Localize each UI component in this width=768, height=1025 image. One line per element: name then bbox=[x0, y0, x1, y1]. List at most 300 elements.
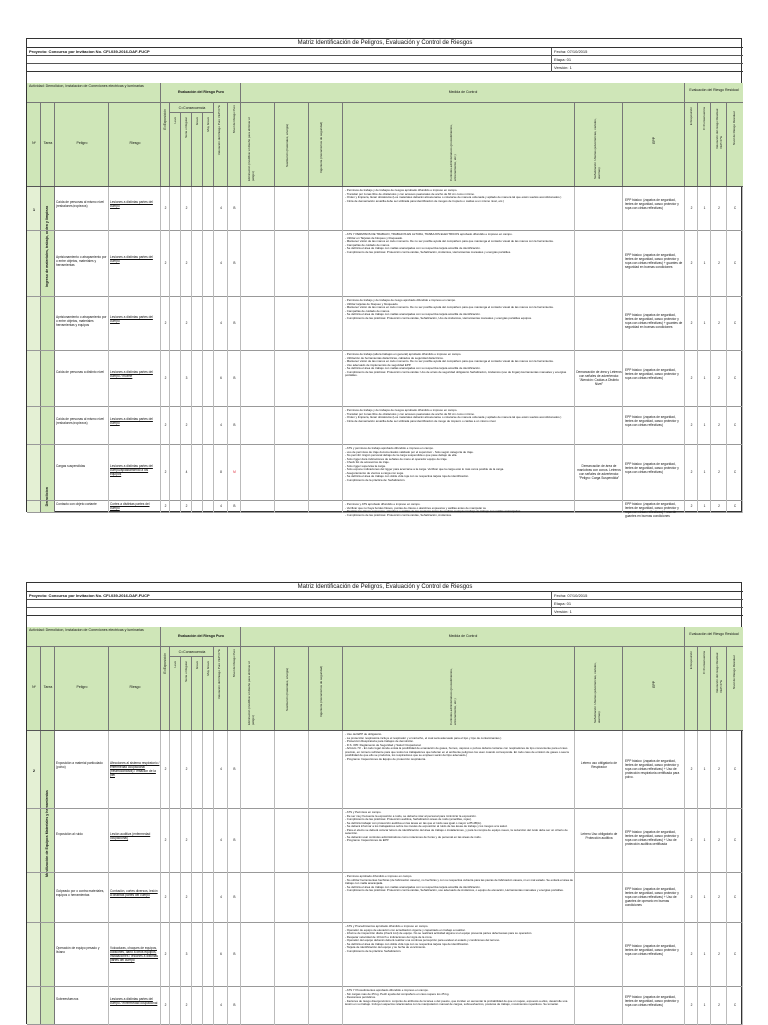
res-nivel-cell-text: C bbox=[733, 838, 737, 842]
hdr2-medida-label: Medida de Control bbox=[448, 634, 478, 638]
peligro-cell-text: Caída de personas a distinto nivel bbox=[56, 370, 105, 374]
riesgo-cell-text: Lesiones a distintas partes del cuerpo / enfermedad ocupacional bbox=[110, 997, 158, 1005]
hdr2-eval-residual bbox=[685, 627, 743, 647]
consecuencia-cell-text: 4 bbox=[185, 470, 188, 474]
hdr2-consecuencia bbox=[170, 647, 214, 657]
senalizacion-text: Letrero Uso obligatorio de Protección auditiva bbox=[580, 832, 618, 840]
nivel-cell-text: M bbox=[233, 470, 236, 474]
hdr-ingenieria-label: Ingeniería (mecanismos de seguridad) bbox=[319, 121, 323, 173]
peligro-cell bbox=[55, 231, 109, 297]
exposicion-cell bbox=[161, 231, 170, 297]
leve-cell bbox=[170, 297, 181, 351]
res-val-cell bbox=[711, 187, 727, 231]
controles-cell bbox=[343, 351, 575, 407]
controles-cell bbox=[343, 873, 575, 923]
hdr-res-exp-label: E=Exposición bbox=[689, 107, 693, 126]
exposicion-cell-text: 2 bbox=[164, 838, 167, 842]
project-row bbox=[27, 48, 743, 56]
senalizacion-text: Demarcación de área y Letreros con señales de advertencia: "Atención: Caídas a Distinto Nivel" bbox=[576, 370, 622, 386]
epp-text: EPP básico: (zapatos de seguridad, lentes de seguridad, casco protector y ropa con cintas reflectivas) bbox=[625, 198, 679, 210]
res-val-cell-text: 2 bbox=[718, 470, 720, 474]
res-nivel-cell-text: C bbox=[733, 321, 737, 325]
res-val-cell bbox=[711, 351, 727, 407]
controles-cell bbox=[343, 231, 575, 297]
valor-cell bbox=[214, 297, 228, 351]
epp-text: EPP básico: (zapatos de seguridad, lentes de seguridad, casco protector y ropa con cintas reflectivas) + guantes de seguridad en buenas condiciones bbox=[625, 313, 683, 329]
hdr-ingenieria bbox=[309, 103, 343, 186]
valor-cell-text: 4 bbox=[220, 423, 222, 427]
hdr2-res-val-label: Valoración del riesgo Residual VEP=C*E bbox=[715, 652, 723, 693]
consecuencia-cell bbox=[181, 351, 192, 407]
nivel-cell-text: B bbox=[233, 504, 236, 508]
peligro-cell-text: Caída de personas al mismo nivel (resbalones,tropiezos) bbox=[56, 200, 105, 208]
riesgo-cell bbox=[109, 731, 161, 809]
res-val-cell bbox=[711, 731, 727, 809]
peligro-cell-text: Aprisionamiento o atrapamiento por o entre objetos, materiales herramientas y equipos bbox=[56, 315, 107, 327]
sheet-2 bbox=[26, 582, 742, 1024]
hdr-res-exp bbox=[685, 103, 698, 186]
riesgo-cell-text: Lesiones a distintas partes del cuerpo bbox=[110, 417, 153, 425]
hdr-res-val-label: Valoración del riesgo Residual VEP=C*E bbox=[715, 108, 723, 149]
etapa-label: Etapa: 01 bbox=[551, 56, 744, 64]
riesgo-cell bbox=[109, 873, 161, 923]
epp-cell bbox=[623, 187, 685, 231]
version-row-2 bbox=[27, 608, 743, 616]
res-val-cell-text: 2 bbox=[718, 423, 720, 427]
hdr2-ingenieria-label: Ingeniería (mecanismos de seguridad) bbox=[319, 665, 323, 717]
hdr2-seria bbox=[181, 657, 192, 730]
hdr-riesgo bbox=[109, 103, 161, 186]
riesgo-cell bbox=[109, 407, 161, 445]
consecuencia-cell-text: 2 bbox=[185, 423, 188, 427]
res-val-cell-text: 2 bbox=[718, 895, 720, 899]
res-nivel-cell-text: C bbox=[733, 504, 737, 508]
exposicion-cell-text: 2 bbox=[164, 321, 167, 325]
muy-grave-cell bbox=[203, 351, 214, 407]
res-exp-cell bbox=[685, 987, 698, 1025]
ingenieria-cell bbox=[309, 987, 343, 1025]
sustitucion-cell bbox=[275, 501, 309, 513]
consecuencia-cell-text: 2 bbox=[185, 261, 188, 265]
exposicion-cell-text: 2 bbox=[164, 952, 167, 956]
exposicion-cell bbox=[161, 809, 170, 873]
res-exp-cell-text: 2 bbox=[690, 838, 693, 842]
controles-text: - ATS Y PERMISOS DE TRABAJO, TRABAJOS EN ALTURA, TRABAJOS ELECTRICOS aprobado difundido e impreso en campo. - Utilizar en Tarjetas de bloqueo y bloqueado. - Mantener visión de las manos en todo momento. De no ser posible ayuda del compañero para que mantenga el contacto visual de las manos con la herramienta. - Campañas de cuidado de manos. - Se definirá el área de trabajo con mallas anaranjadas con su respectiva tarjeta amarilla de identificación. - Cumplimiento de las prácticas: Protección contra caídas, Señalización, Andamios, Herramientas manuales y energías portátiles. bbox=[345, 232, 554, 254]
nivel-cell bbox=[228, 231, 241, 297]
res-val-cell bbox=[711, 987, 727, 1025]
table-row bbox=[27, 873, 743, 923]
version-label-2: Versión: 1 bbox=[551, 608, 744, 616]
hdr-controles-label: Controles administrativos (procedimientos, entrenamiento, etc.) bbox=[449, 124, 457, 181]
consecuencia-cell-text: 3 bbox=[185, 376, 188, 380]
res-nivel-cell bbox=[727, 231, 743, 297]
res-cons-cell bbox=[698, 407, 711, 445]
res-exp-cell-text: 2 bbox=[690, 321, 693, 325]
hdr-medida bbox=[241, 83, 685, 103]
senalizacion-text: Demarcación de área de maniobras con conos. Letreros con señales de advertencia: "Peligro: Carga Suspendida" bbox=[577, 464, 621, 480]
ingenieria-cell bbox=[309, 407, 343, 445]
table-row bbox=[27, 731, 743, 809]
senalizacion-cell bbox=[575, 987, 623, 1025]
riesgo-cell bbox=[109, 445, 161, 501]
hdr2-res-exp bbox=[685, 647, 698, 730]
res-nivel-cell bbox=[727, 923, 743, 987]
hdr2-leve-label: Leve bbox=[173, 661, 177, 668]
muy-grave-cell bbox=[203, 873, 214, 923]
muy-grave-cell bbox=[203, 445, 214, 501]
res-exp-cell bbox=[685, 501, 698, 513]
hdr-eval-puro-label: Evaluación del Riesgo Puro bbox=[177, 90, 225, 94]
riesgo-cell-text: Contusión, cortes diversos, lesión a distintas partes del cuerpo bbox=[110, 889, 158, 897]
res-exp-cell-text: 2 bbox=[690, 261, 693, 265]
peligro-cell-text: Operación de equipo pesado y liviano bbox=[56, 946, 100, 954]
epp-cell bbox=[623, 297, 685, 351]
res-nivel-cell bbox=[727, 297, 743, 351]
eliminacion-cell bbox=[241, 987, 275, 1025]
muy-grave-cell bbox=[203, 407, 214, 445]
riesgo-cell bbox=[109, 187, 161, 231]
exposicion-cell bbox=[161, 445, 170, 501]
leve-cell bbox=[170, 407, 181, 445]
res-cons-cell bbox=[698, 187, 711, 231]
hdr-medida-label: Medida de Control bbox=[448, 90, 478, 94]
ingenieria-cell bbox=[309, 923, 343, 987]
res-cons-cell-text: 1 bbox=[703, 423, 706, 427]
valor-cell bbox=[214, 407, 228, 445]
hdr2-eliminacion bbox=[241, 647, 275, 730]
version-row bbox=[27, 64, 743, 72]
peligro-cell-text: Cargas suspendidas bbox=[56, 464, 86, 468]
nivel-cell bbox=[228, 731, 241, 809]
controles-text: - Permisos de trabajo (altura trabajos en general) aprobado difundido e impreso en campo. - Utilización de herramientas dieléctricas, cabiados de seguridad dieléctricos. - Mantener visión de las manos en todo momento. De no ser posible ayuda del compañero para que mantenga el contacto visual de las manos con la herramienta. - Uso adecuado de implementos de seguridad EPP. - Se definirá el área de trabajo con mallas anaranjadas con su respectiva tarjeta amarilla de identificación. - Cumplimiento de las prácticas: Protección contra caídas: Uso de arnés de seguridad obligatorio Señalización, Andamios (uso de lingas) Herramientas manuales y energías portátiles. bbox=[345, 352, 567, 377]
hdr2-tarea bbox=[41, 647, 55, 730]
ingenieria-cell bbox=[309, 501, 343, 513]
grave-cell bbox=[192, 731, 203, 809]
nivel-cell-text: B bbox=[233, 261, 236, 265]
nivel-cell-text: B bbox=[233, 423, 236, 427]
res-exp-cell-text: 2 bbox=[690, 1003, 693, 1007]
riesgo-cell-text: Afecciones al sistema respiratorio / enfermedad ocupacional (neumoconiosis) / irritación de la piel bbox=[110, 761, 160, 777]
peligro-cell bbox=[55, 987, 109, 1025]
nivel-cell-text: B bbox=[233, 767, 236, 771]
nivel-cell-text: B bbox=[233, 376, 236, 380]
valor-cell-text: 4 bbox=[220, 838, 222, 842]
hdr-res-cons bbox=[698, 103, 711, 186]
res-nivel-cell-text: C bbox=[733, 206, 737, 210]
nivel-cell-text: B bbox=[233, 321, 236, 325]
controles-cell bbox=[343, 445, 575, 501]
epp-text: EPP básico: (zapatos de seguridad, lentes de seguridad, casco protector y ropa con cintas reflectivas) + guantes de seguridad en buenas condiciones bbox=[625, 253, 683, 269]
hdr2-res-val bbox=[711, 647, 727, 730]
res-cons-cell bbox=[698, 445, 711, 501]
grave-cell bbox=[192, 231, 203, 297]
project-label: Proyecto: Concurso por Invitacion No. CFI-039-2016-DAF-FUCP bbox=[29, 49, 150, 54]
controles-text: - Permisos de trabajo y de trabajos de riesgos aprobado difundido e impreso en campo. - Transitar por zonas libre de obstáculos y con accesos peatonales de ancho de 60 cm como mínimo. - Orden y limpieza, llenar obstáculos (Los materiales deberán almacenarse o colocarse de manera ordenada y apilado de manera tal que estén sueltos acondicionados.) - Cinta de demarcación amarilla debe ser utilizada para identificación de riesgo de tropiezo o caídas a un mismo nivel. bbox=[345, 408, 562, 423]
doc-title: Matriz Identificación de Peligros, Evaluación y Control de Riesgos bbox=[27, 39, 743, 48]
peligro-cell bbox=[55, 501, 109, 513]
sustitucion-cell bbox=[275, 407, 309, 445]
controles-text: - Permisos y ATS aprobado difundido e impreso en campo. - Verificar que no haya bordes filosos, puntas de clavos o alambres expuestos y astillas antes de manipular su - Realizar los clavos expuestos, alambres o astillas de las maderas antes de realizar cualquier trabajo de trabajo con mallas anaranjadas. - Cumplimiento de las prácticas: Protección contra caídas, Señalización, Andamios. bbox=[345, 502, 522, 517]
grave-cell bbox=[192, 407, 203, 445]
muy-grave-cell bbox=[203, 501, 214, 513]
res-nivel-cell-text: C bbox=[733, 767, 737, 771]
res-val-cell bbox=[711, 501, 727, 513]
exposicion-cell-text: 2 bbox=[164, 504, 167, 508]
hdr-nivel bbox=[228, 103, 241, 186]
hdr2-muy-grave bbox=[203, 657, 214, 730]
row-number: 2 bbox=[32, 768, 36, 773]
valor-cell bbox=[214, 731, 228, 809]
group1-label: Ingreso de materiales, trabajo, orden y limpieza bbox=[45, 205, 49, 287]
peligro-cell bbox=[55, 407, 109, 445]
exposicion-cell-text: 2 bbox=[164, 767, 167, 771]
hdr-grave bbox=[192, 113, 203, 186]
res-cons-cell-text: 1 bbox=[703, 504, 706, 508]
table-row bbox=[27, 231, 743, 297]
res-exp-cell bbox=[685, 809, 698, 873]
consecuencia-cell bbox=[181, 809, 192, 873]
consecuencia-cell bbox=[181, 297, 192, 351]
exposicion-cell bbox=[161, 873, 170, 923]
exposicion-cell-text: 2 bbox=[164, 470, 167, 474]
res-exp-cell-text: 2 bbox=[690, 423, 693, 427]
res-cons-cell bbox=[698, 987, 711, 1025]
grave-cell bbox=[192, 987, 203, 1025]
epp-cell bbox=[623, 445, 685, 501]
ingenieria-cell bbox=[309, 731, 343, 809]
consecuencia-cell bbox=[181, 407, 192, 445]
consecuencia-cell-text: 2 bbox=[185, 838, 188, 842]
valor-cell-text: 6 bbox=[220, 952, 222, 956]
res-cons-cell-text: 1 bbox=[703, 206, 706, 210]
hdr2-seria-label: Seria o Regular bbox=[184, 661, 188, 682]
res-val-cell-text: 2 bbox=[718, 261, 720, 265]
valor-cell bbox=[214, 445, 228, 501]
hdr2-eval-residual-label: Evaluación del Riesgo Residual bbox=[689, 632, 739, 636]
senalizacion-cell bbox=[575, 809, 623, 873]
hdr-exposicion-label: E=Exposición bbox=[163, 109, 167, 130]
res-cons-cell bbox=[698, 501, 711, 513]
grave-cell bbox=[192, 923, 203, 987]
muy-grave-cell bbox=[203, 923, 214, 987]
riesgo-cell bbox=[109, 923, 161, 987]
res-val-cell bbox=[711, 407, 727, 445]
hdr-tarea-label: Tarea bbox=[43, 141, 53, 145]
res-val-cell-text: 2 bbox=[718, 767, 720, 771]
hdr2-senalizacion bbox=[575, 647, 623, 730]
peligro-cell bbox=[55, 351, 109, 407]
hdr2-controles bbox=[343, 647, 575, 730]
sustitucion-cell bbox=[275, 731, 309, 809]
senalizacion-cell bbox=[575, 231, 623, 297]
res-nivel-cell bbox=[727, 731, 743, 809]
sustitucion-cell bbox=[275, 187, 309, 231]
sustitucion-cell bbox=[275, 231, 309, 297]
res-val-cell-text: 2 bbox=[718, 376, 720, 380]
controles-text: - ATS y Permisos en campo. - De ser muy frecuente la exposición a ruido, se debería rotar al personal para minimizar la exposición. - Cumplimiento de las prácticas: Protección auditiva, Señalización áreas de ruido (amarillas, rojas). - Se definirá trabajar con protección auditiva en las áreas en las que el ruido sea igual o mayor a 85 dB(A). - Se deberá informar a los trabajadores sobre los niveles de exposición al ruido de las áreas de trabajo y los riesgos a la salud. - Para el efecto se deberá colocar letrero de identificación del área de trabajo o instalaciones, y para la compra de equipo nuevo, la reducción del ruido debe ser un criterio de selección. - Se deberán usar controles administrativos como rotaciones de horas y de personal en las áreas de ruido. - Programa: Inspecciones de EPP. bbox=[345, 810, 568, 842]
leve-cell bbox=[170, 987, 181, 1025]
valor-cell bbox=[214, 351, 228, 407]
doc-title-2: Matriz Identificación de Peligros, Evaluación y Control de Riesgos bbox=[27, 583, 743, 592]
activity-text-2: Actividad: Demolicion, Instalacion de Conexiones electricas y luminarias bbox=[29, 628, 144, 632]
hdr-num-label: Nº bbox=[32, 141, 36, 145]
leve-cell bbox=[170, 231, 181, 297]
table-row bbox=[27, 809, 743, 873]
hdr-peligro-label: Peligro bbox=[76, 141, 88, 145]
consecuencia-cell bbox=[181, 731, 192, 809]
res-nivel-cell bbox=[727, 351, 743, 407]
valor-cell bbox=[214, 873, 228, 923]
controles-text: - ATS y permisos de trabajo aprobado difundido e impreso en campo. - uso de permisos de izaje documentados validado por el supervisor - Solo según categoría de izaje. - No permitir ningún personal debajo de la carga suspendida o que pase debajo de ella. - Solo rigger dara indicaciones de señales de mano al operador equipo de izaje. - Check list de accesorios de izaje. - Solo rigger supervisa la carga. - Solo expone indicaciones del rigger para acercarse a la carga. Verificar que la carga esté lo más cerca posible de la carga. - Aseguramiento de vientos a carga con soga. - Se definirá el área de trabajo con doble vida roja con su respectiva tarjeta roja de identificación. - Cumplimiento de la práctica de: Señalización. bbox=[345, 446, 505, 482]
res-nivel-cell-text: C bbox=[733, 261, 737, 265]
muy-grave-cell bbox=[203, 231, 214, 297]
senalizacion-cell bbox=[575, 923, 623, 987]
sheet-2-body bbox=[27, 731, 743, 1025]
muy-grave-cell bbox=[203, 187, 214, 231]
consecuencia-cell-text: 2 bbox=[185, 1003, 188, 1007]
res-cons-cell-text: 1 bbox=[703, 321, 706, 325]
peligro-cell bbox=[55, 445, 109, 501]
exposicion-cell bbox=[161, 923, 170, 987]
exposicion-cell bbox=[161, 407, 170, 445]
valor-cell-text: 4 bbox=[220, 321, 222, 325]
nivel-cell bbox=[228, 351, 241, 407]
eliminacion-cell bbox=[241, 297, 275, 351]
hdr2-res-nivel bbox=[727, 647, 743, 730]
epp-text: EPP básico: (zapatos de seguridad, lentes de seguridad, casco protector y ropa con cintas reflectivas) + uso de guantes en buenas condiciones bbox=[625, 502, 679, 518]
version-label: Versión: 1 bbox=[551, 64, 744, 72]
nivel-cell bbox=[228, 407, 241, 445]
res-exp-cell bbox=[685, 297, 698, 351]
consecuencia-cell bbox=[181, 445, 192, 501]
ingenieria-cell bbox=[309, 809, 343, 873]
valor-cell-text: 4 bbox=[220, 504, 222, 508]
res-cons-cell-text: 1 bbox=[703, 261, 706, 265]
senalizacion-text: Letrero uso obligatorio de Respirador bbox=[580, 761, 618, 769]
project-label-2: Proyecto: Concurso por Invitacion No. CFI-039-2016-DAF-FUCP bbox=[29, 593, 150, 598]
ingenieria-cell bbox=[309, 231, 343, 297]
hdr2-peligro-label: Peligro bbox=[76, 685, 88, 689]
res-exp-cell-text: 2 bbox=[690, 952, 693, 956]
res-cons-cell-text: 1 bbox=[703, 470, 706, 474]
valor-cell-text: 4 bbox=[220, 261, 222, 265]
valor-cell-text: 4 bbox=[220, 206, 222, 210]
consecuencia-cell bbox=[181, 231, 192, 297]
controles-text: - Permisos de trabajo y de trabajos de riesgos aprobado difundido e impreso en campo. - Transitar por zonas libre de obstáculos y con accesos peatonales de ancho de 60 cm como mínimo. - Orden y limpieza, llenar obstáculos (Los materiales deberán almacenarse o colocarse de manera ordenada y apilado de manera tal que estén sueltos acondicionados.) - Cinta de demarcación amarilla debe ser utilizada para identificación de riesgos de tropiezo o caídas a un mismo nivel, etc.) bbox=[345, 188, 562, 203]
table-row bbox=[27, 407, 743, 445]
res-exp-cell bbox=[685, 873, 698, 923]
hdr-seria bbox=[181, 113, 192, 186]
exposicion-cell bbox=[161, 297, 170, 351]
hdr-valor bbox=[214, 103, 228, 186]
valor-cell-text: 4 bbox=[220, 895, 222, 899]
hdr-senalizacion-label: Señalización / Alertas (advertencias, carteles, alarmas) bbox=[593, 118, 601, 179]
hdr-res-cons-label: C=Consecuencia bbox=[702, 107, 706, 130]
res-exp-cell bbox=[685, 351, 698, 407]
res-val-cell-text: 2 bbox=[718, 1003, 720, 1007]
res-nivel-cell bbox=[727, 407, 743, 445]
res-cons-cell-text: 1 bbox=[703, 767, 706, 771]
riesgo-cell-text: Lesiones a distintas partes del cuerpo bbox=[110, 315, 153, 323]
hdr2-riesgo-label: Riesgo bbox=[129, 685, 141, 689]
res-val-cell-text: 2 bbox=[718, 321, 720, 325]
nivel-cell bbox=[228, 987, 241, 1025]
leve-cell bbox=[170, 923, 181, 987]
hdr2-ingenieria bbox=[309, 647, 343, 730]
grave-cell bbox=[192, 297, 203, 351]
hdr2-num bbox=[27, 647, 41, 730]
ingenieria-cell bbox=[309, 445, 343, 501]
epp-text: EPP básico: (zapatos de seguridad, lentes de seguridad, casco protector y ropa con cintas reflectivas) + Uso de protección auditiva certificada bbox=[625, 830, 679, 846]
epp-text: EPP básico: (zapatos de seguridad, lentes de seguridad, casco protector y ropa con cintas reflectivas) bbox=[625, 368, 679, 380]
eliminacion-cell bbox=[241, 501, 275, 513]
hdr2-consecuencia-label: C=Consecuencia bbox=[178, 650, 206, 654]
peligro-cell bbox=[55, 873, 109, 923]
res-nivel-cell-text: C bbox=[733, 895, 737, 899]
epp-cell bbox=[623, 407, 685, 445]
hdr2-grave-label: Grave bbox=[195, 661, 199, 670]
controles-cell bbox=[343, 407, 575, 445]
peligro-cell-text: Contacto con objeto cortante bbox=[56, 502, 97, 506]
res-cons-cell bbox=[698, 351, 711, 407]
hdr-grave-label: Grave bbox=[195, 117, 199, 126]
riesgo-cell bbox=[109, 297, 161, 351]
peligro-cell-text: Exposición al ruido bbox=[56, 832, 83, 836]
consecuencia-cell-text: 2 bbox=[185, 895, 188, 899]
senalizacion-cell bbox=[575, 407, 623, 445]
muy-grave-cell bbox=[203, 297, 214, 351]
sustitucion-cell bbox=[275, 445, 309, 501]
nivel-cell bbox=[228, 501, 241, 513]
group2-label: Demolicion bbox=[45, 487, 49, 507]
epp-cell bbox=[623, 731, 685, 809]
hdr2-leve bbox=[170, 657, 181, 730]
grave-cell bbox=[192, 809, 203, 873]
consecuencia-cell-text: 2 bbox=[185, 504, 188, 508]
res-val-cell bbox=[711, 873, 727, 923]
sustitucion-cell bbox=[275, 873, 309, 923]
res-exp-cell bbox=[685, 187, 698, 231]
activity-text: Actividad: Demolicion, Instalacion de Conexiones electricas y luminarias bbox=[29, 84, 144, 88]
table-row bbox=[27, 987, 743, 1025]
exposicion-cell-text: 2 bbox=[164, 895, 167, 899]
hdr-valor-label: Valoración del Riesgo Puro VEP=C*E bbox=[217, 105, 221, 156]
eliminacion-cell bbox=[241, 231, 275, 297]
hdr-nivel-label: Nivel de Riesgo Puro bbox=[232, 105, 236, 134]
riesgo-cell-text: Lesión auditiva (enfermedad ocupacional) bbox=[110, 832, 151, 840]
res-exp-cell-text: 2 bbox=[690, 767, 693, 771]
nivel-cell-text: B bbox=[233, 206, 236, 210]
riesgo-cell bbox=[109, 809, 161, 873]
controles-cell bbox=[343, 297, 575, 351]
res-exp-cell bbox=[685, 731, 698, 809]
hdr2-grave bbox=[192, 657, 203, 730]
eliminacion-cell bbox=[241, 187, 275, 231]
res-nivel-cell-text: C bbox=[733, 376, 737, 380]
res-exp-cell-text: 2 bbox=[690, 470, 693, 474]
epp-text: EPP básico: (zapatos de seguridad, lentes de seguridad, casco protector y ropa con cintas reflectivas) bbox=[625, 462, 679, 474]
hdr-res-nivel bbox=[727, 103, 743, 186]
epp-cell bbox=[623, 987, 685, 1025]
valor-cell bbox=[214, 187, 228, 231]
sustitucion-cell bbox=[275, 987, 309, 1025]
hdr2-res-nivel-label: Nivel de Riesgo Residual bbox=[732, 655, 736, 689]
ingenieria-cell bbox=[309, 297, 343, 351]
hdr-seria-label: Seria o Regular bbox=[184, 117, 188, 138]
hdr2-exposicion-label: E=Exposición bbox=[163, 653, 167, 674]
grave-cell bbox=[192, 873, 203, 923]
epp-cell bbox=[623, 351, 685, 407]
